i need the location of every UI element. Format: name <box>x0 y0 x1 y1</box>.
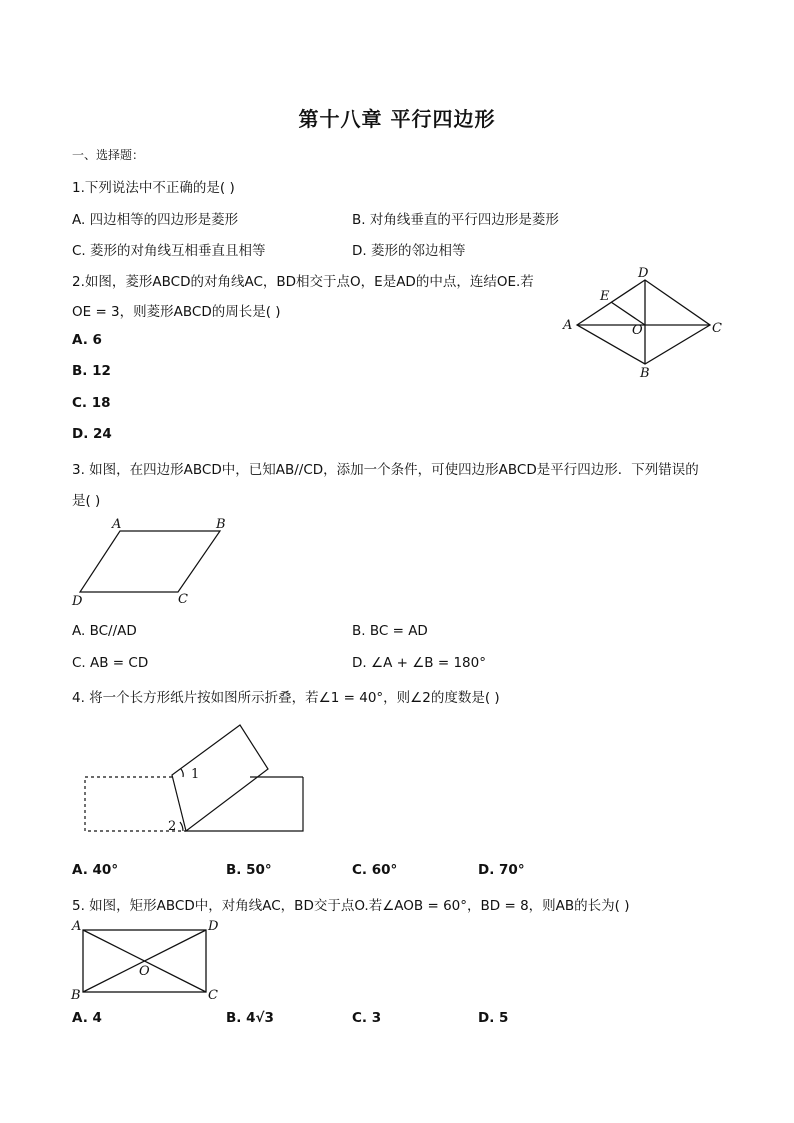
question-5-option-c: C. 3 <box>352 1010 382 1026</box>
question-2-option-b: B. 12 <box>72 363 111 379</box>
label-d: D <box>638 266 649 281</box>
label-a: A <box>72 919 82 934</box>
label-c: C <box>208 988 218 1003</box>
label-b: B <box>216 517 226 532</box>
question-5-option-d: D. 5 <box>478 1010 509 1026</box>
rhombus-outline <box>577 280 710 364</box>
label-b: B <box>640 366 650 381</box>
question-4-option-d: D. 70° <box>478 862 525 878</box>
remaining-rectangle <box>186 777 303 831</box>
section-heading: 一、选择题： <box>72 148 145 162</box>
label-c: C <box>178 592 188 607</box>
segment-oe <box>611 302 645 325</box>
folded-flap <box>172 725 268 831</box>
label-d: D <box>72 594 83 609</box>
rhombus-figure <box>555 262 730 382</box>
question-3-option-d: D. ∠A + ∠B = 180° <box>352 655 486 671</box>
question-4-option-c: C. 60° <box>352 862 398 878</box>
angle-1-arc <box>181 769 183 777</box>
label-a: A <box>112 517 122 532</box>
parallelogram-outline <box>80 531 220 592</box>
question-2-option-c: C. 18 <box>72 395 111 411</box>
document-title: 第十八章 平行四边形 <box>298 107 496 131</box>
label-e: E <box>600 289 610 304</box>
label-o: O <box>139 964 150 979</box>
question-3-stem-line1: 3. 如图，在四边形ABCD中，已知AB//CD，添加一个条件，可使四边形ABCD是平行四边形．下列错误的 <box>72 462 699 478</box>
question-2-stem-line2: OE = 3，则菱形ABCD的周长是( ) <box>72 304 281 320</box>
question-1-option-c: C. 菱形的对角线互相垂直且相等 <box>72 243 266 259</box>
angle-2-arc <box>180 822 183 831</box>
question-4-option-a: A. 40° <box>72 862 119 878</box>
label-o: O <box>632 323 643 338</box>
rectangle-figure <box>66 915 231 1005</box>
question-2-stem-line1: 2.如图，菱形ABCD的对角线AC，BD相交于点O，E是AD的中点，连结OE.若 <box>72 274 534 290</box>
question-1-stem: 1.下列说法中不正确的是( ) <box>72 180 235 196</box>
folded-rectangle-figure <box>80 718 310 838</box>
question-3-option-b: B. BC = AD <box>352 623 428 639</box>
question-3-option-c: C. AB = CD <box>72 655 149 671</box>
angle-2-label: 2 <box>168 819 177 834</box>
question-5-stem: 5. 如图，矩形ABCD中，对角线AC，BD交于点O.若∠AOB = 60°，BD = 8，则AB的长为( ) <box>72 898 630 914</box>
question-1-option-a: A. 四边相等的四边形是菱形 <box>72 212 239 228</box>
question-3-stem-line2: 是( ) <box>72 493 101 509</box>
question-2-option-d: D. 24 <box>72 426 112 442</box>
question-5-option-b: B. 4√3 <box>226 1010 274 1026</box>
label-d: D <box>208 919 219 934</box>
label-a: A <box>563 318 573 333</box>
question-1-option-b: B. 对角线垂直的平行四边形是菱形 <box>352 212 559 228</box>
question-3-option-a: A. BC//AD <box>72 623 137 639</box>
parallelogram-figure <box>68 515 238 610</box>
question-4-option-b: B. 50° <box>226 862 272 878</box>
question-5-option-a: A. 4 <box>72 1010 102 1026</box>
question-4-stem: 4. 将一个长方形纸片按如图所示折叠，若∠1 = 40°，则∠2的度数是( ) <box>72 690 500 706</box>
label-b: B <box>71 988 81 1003</box>
label-c: C <box>712 321 722 336</box>
question-1-option-d: D. 菱形的邻边相等 <box>352 243 466 259</box>
angle-1-label: 1 <box>191 767 200 782</box>
question-2-option-a: A. 6 <box>72 332 102 348</box>
